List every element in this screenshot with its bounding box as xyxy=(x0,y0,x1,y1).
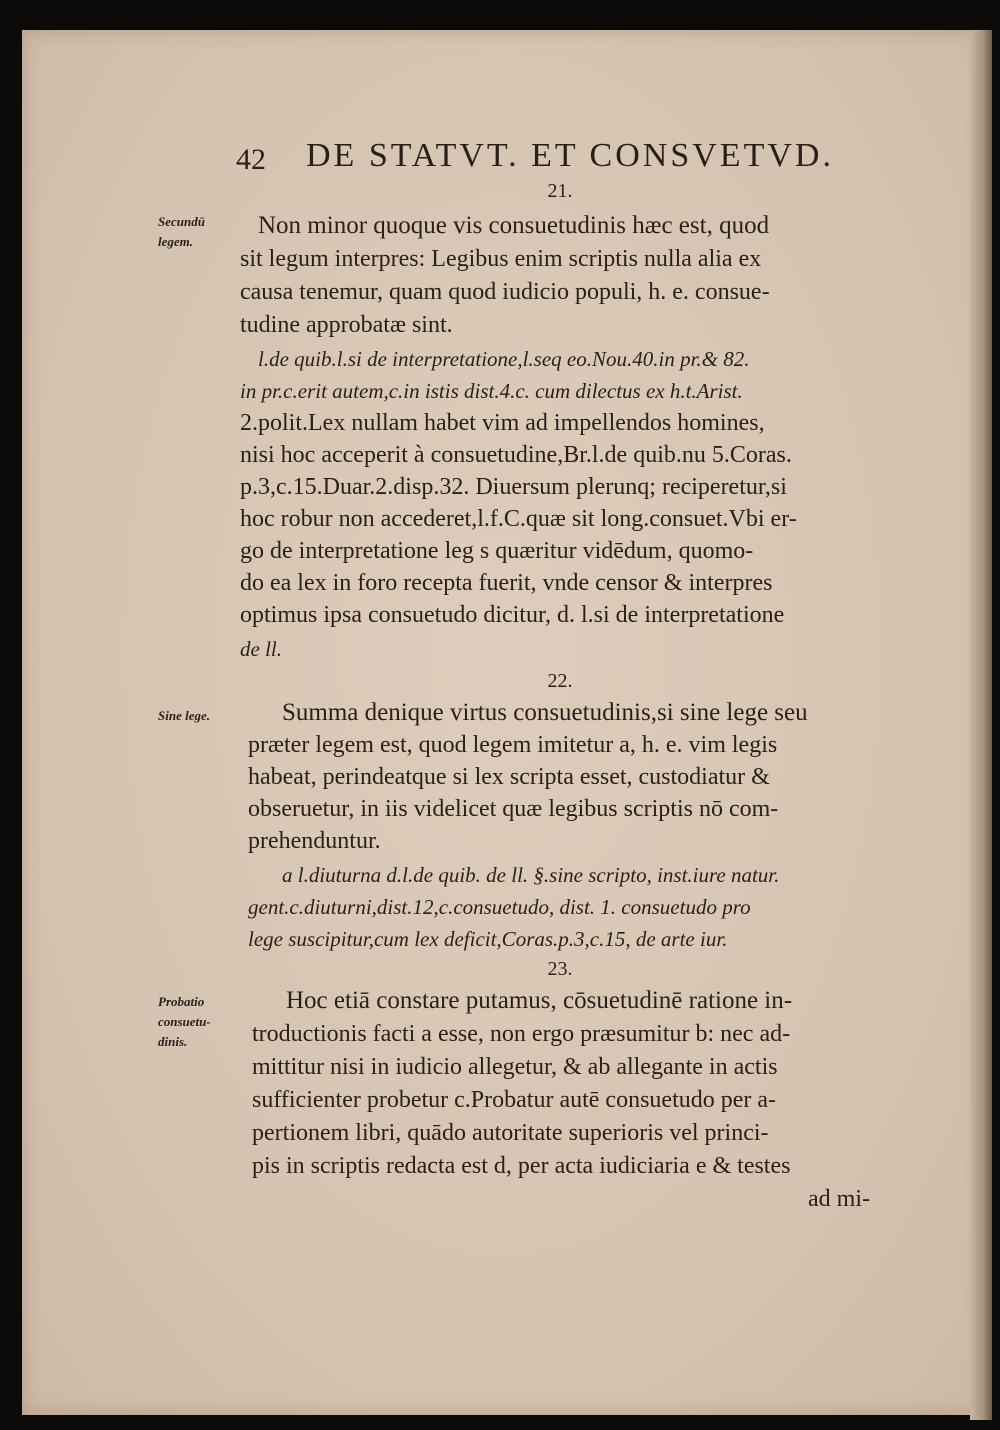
text-line: in pr.c.erit autem,c.in istis dist.4.c. cum dilectus ex h.t.Arist. xyxy=(240,379,743,403)
text-line: prehenduntur. xyxy=(248,828,381,854)
text-line: sufficienter probetur c.Probatur autē consuetudo per a- xyxy=(252,1087,777,1113)
text-line: do ea lex in foro recepta fuerit, vnde censor & interpres xyxy=(240,570,773,596)
text-line: optimus ipsa consuetudo dicitur, d. l.si de interpretatione xyxy=(240,602,785,628)
section-number: 23. xyxy=(547,958,573,980)
text-line: hoc robur non accederet,l.f.C.quæ sit long.consuet.Vbi er- xyxy=(240,506,797,532)
text-line: gent.c.diuturni,dist.12,c.consuetudo, dist. 1. consuetudo pro xyxy=(248,895,751,919)
text-line: Summa denique virtus consuetudinis,si sine lege seu xyxy=(282,699,808,726)
text-line: tudine approbatæ sint. xyxy=(240,312,453,338)
page-number: 42 xyxy=(236,143,266,176)
section-number: 21. xyxy=(547,180,573,202)
text-line: nisi hoc acceperit à consuetudine,Br.l.de quib.nu 5.Coras. xyxy=(240,442,792,468)
text-line: pis in scriptis redacta est d, per acta iudiciaria e & testes xyxy=(252,1153,791,1179)
text-line: mittitur nisi in iudicio allegetur, & ab allegante in actis xyxy=(252,1054,778,1080)
running-header xyxy=(230,135,890,177)
text-line: a l.diuturna d.l.de quib. de ll. §.sine scripto, inst.iure natur. xyxy=(282,863,780,887)
running-title: DE STATVT. ET CONSVETVD. xyxy=(306,137,834,174)
text-line: 2.polit.Lex nullam habet vim ad impellendos homines, xyxy=(240,410,765,436)
catchword: ad mi- xyxy=(808,1186,870,1212)
text-line: causa tenemur, quam quod iudicio populi, h. e. consue- xyxy=(240,279,770,305)
text-line: Non minor quoque vis consuetudinis hæc est, quod xyxy=(258,212,770,239)
text-line: lege suscipitur,cum lex deficit,Coras.p.3,c.15, de arte iur. xyxy=(248,927,728,951)
margin-note: Probatio consuetu- dinis. xyxy=(158,994,211,1049)
text-line: troductionis facti a esse, non ergo præsumitur b: nec ad- xyxy=(252,1021,791,1047)
text-line: de ll. xyxy=(240,637,282,661)
text-line: habeat, perindeatque si lex scripta esset, custodiatur & xyxy=(248,764,770,790)
margin-note: Secundū legem. xyxy=(158,214,205,249)
text-line: præter legem est, quod legem imitetur a, h. e. vim legis xyxy=(248,732,778,758)
text-line: sit legum interpres: Legibus enim scriptis nulla alia ex xyxy=(240,246,762,272)
text-line: p.3,c.15.Duar.2.disp.32. Diuersum plerunq; reciperetur,si xyxy=(240,474,787,500)
text-line: Hoc etiā constare putamus, cōsuetudinē ratione in- xyxy=(286,987,793,1014)
section-number: 22. xyxy=(547,670,573,692)
margin-note: Sine lege. xyxy=(158,708,210,723)
text-line: l.de quib.l.si de interpretatione,l.seq eo.Nou.40.in pr.& 82. xyxy=(258,347,750,371)
text-line: go de interpretatione leg s quæritur vidēdum, quomo- xyxy=(240,538,754,564)
page-edge xyxy=(970,30,992,1420)
text-line: obseruetur, in iis videlicet quæ legibus scriptis nō com- xyxy=(248,796,779,822)
text-line: pertionem libri, quādo autoritate superioris vel princi- xyxy=(252,1120,769,1146)
